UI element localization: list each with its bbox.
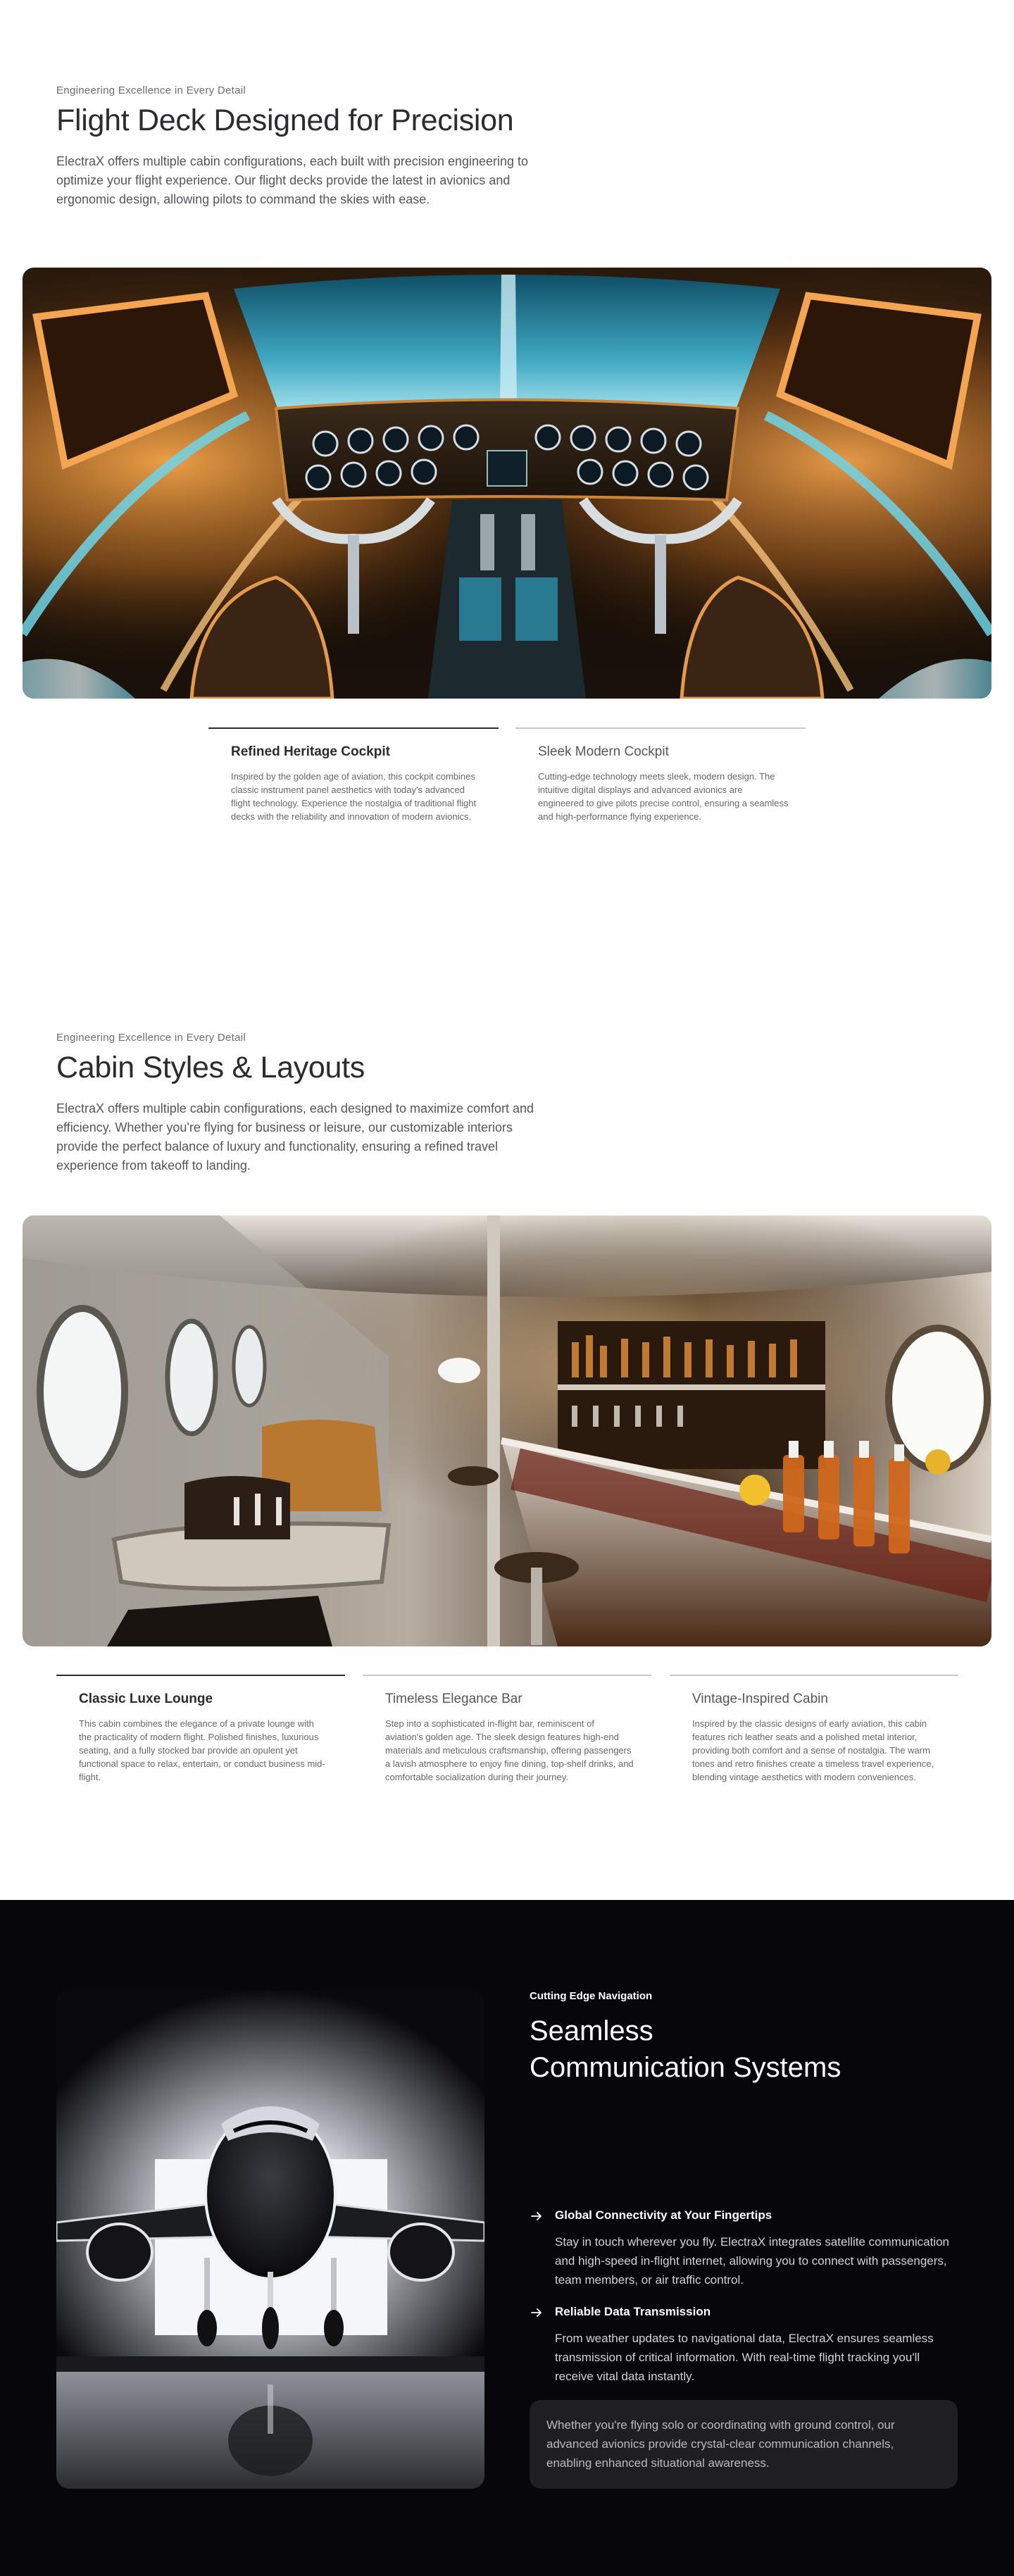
- nav-item-title: Global Connectivity at Your Fingertips: [555, 2208, 772, 2222]
- cabin-intro: [0, 915, 1014, 1175]
- feature-title: Sleek Modern Cockpit: [538, 744, 669, 759]
- feature-title: Timeless Elegance Bar: [385, 1692, 522, 1706]
- cockpit-photo: [23, 268, 991, 699]
- communication-callout: [530, 2400, 958, 2489]
- arrow-right-icon: [530, 2209, 544, 2223]
- nav-item-title: Reliable Data Transmission: [555, 2305, 711, 2318]
- nav-item-global-connectivity: [530, 2208, 958, 2289]
- nav-item-text: Stay in touch wherever you fly. ElectraX integrates satellite communication and high-speed in-flight internet, allowing you to connect with passengers, team members, or air traffic control.: [555, 2235, 950, 2287]
- feature-timeless-elegance-bar[interactable]: [363, 1675, 651, 1784]
- feature-title: Classic Luxe Lounge: [79, 1692, 213, 1706]
- cabin-eyebrow: Engineering Excellence in Every Detail: [56, 1032, 246, 1044]
- cabin-section: [0, 915, 1014, 1900]
- feature-text: Inspired by the golden age of aviation, this cockpit combines classic instrument panel aesthetics with today's advanced flight technology. Experience the nostalgia of traditional flight decks with the reliability and innovation of modern avionics.: [231, 771, 477, 822]
- flight-deck-title: Flight Deck Designed for Precision: [56, 104, 514, 137]
- feature-classic-luxe-lounge[interactable]: [56, 1675, 345, 1784]
- feature-text: Inspired by the classic designs of early aviation, this cabin features rich leather seats and a polished metal interior, providing both comfort and a sense of nostalgia. The warm tones and retro finishes create a timeless travel experience, blending vintage aesthetics with modern conveniences.: [692, 1718, 934, 1782]
- nav-item-reliable-data: [530, 2305, 958, 2386]
- arrow-right-icon: [530, 2306, 544, 2320]
- cabin-lounge-photo: [23, 1215, 991, 1646]
- feature-refined-heritage-cockpit[interactable]: [208, 727, 499, 823]
- aircraft-front-photo: [56, 1990, 484, 2489]
- callout-text: Whether you're flying solo or coordinating with ground control, our advanced avionics provide crystal-clear communication channels, enabling enhanced situational awareness.: [546, 2418, 895, 2470]
- nav-item-text: From weather updates to navigational data, ElectraX ensures seamless transmission of critical information. With real-time flight tracking you'll receive vital data instantly.: [555, 2332, 934, 2383]
- communication-eyebrow: Cutting Edge Navigation: [530, 1990, 653, 2002]
- flight-deck-eyebrow: Engineering Excellence in Every Detail: [56, 85, 246, 96]
- communication-section: [0, 1900, 1014, 2576]
- communication-title: [530, 2013, 924, 2086]
- communication-title-line2: Communication Systems: [530, 2052, 841, 2083]
- feature-vintage-inspired-cabin[interactable]: [670, 1675, 958, 1784]
- feature-title: Refined Heritage Cockpit: [231, 744, 390, 759]
- feature-title: Vintage-Inspired Cabin: [692, 1692, 828, 1706]
- feature-text: Step into a sophisticated in-flight bar, reminiscent of aviation's golden age. The sleek design features high-end materials and meticulous craftsmanship, offering passengers a lavish atmosphere to enjoy fine dining, top-shelf drinks, and comfortable socialization during their journey.: [385, 1718, 634, 1782]
- cabin-title: Cabin Styles & Layouts: [56, 1051, 365, 1084]
- communication-title-line1: Seamless: [530, 2015, 653, 2046]
- feature-text: Cutting-edge technology meets sleek, modern design. The intuitive digital displays and advanced avionics are engineered to give pilots precise control, ensuring a seamless and high-performance flying experience.: [538, 771, 789, 822]
- flight-deck-section: [0, 0, 1014, 915]
- flight-deck-description: ElectraX offers multiple cabin configurations, each built with precision engineering to optimize your flight experience. Our flight decks provide the latest in avionics and ergonomic design, allowing pilots to command the skies with ease.: [56, 154, 529, 207]
- flight-deck-intro: [0, 0, 1014, 209]
- cabin-description: ElectraX offers multiple cabin configurations, each designed to maximize comfort and efficiency. Whether you're flying for business or leisure, our customizable interiors provide the perfect balance of luxury and functionality, ensuring a refined travel experience from takeoff to landing.: [56, 1101, 534, 1173]
- feature-text: This cabin combines the elegance of a private lounge with the practicality of modern flight. Polished finishes, luxurious seating, and a fully stocked bar provide an opulent yet functional space to relax, entertain, or conduct business mid-flight.: [79, 1718, 325, 1782]
- feature-sleek-modern-cockpit[interactable]: [515, 727, 806, 823]
